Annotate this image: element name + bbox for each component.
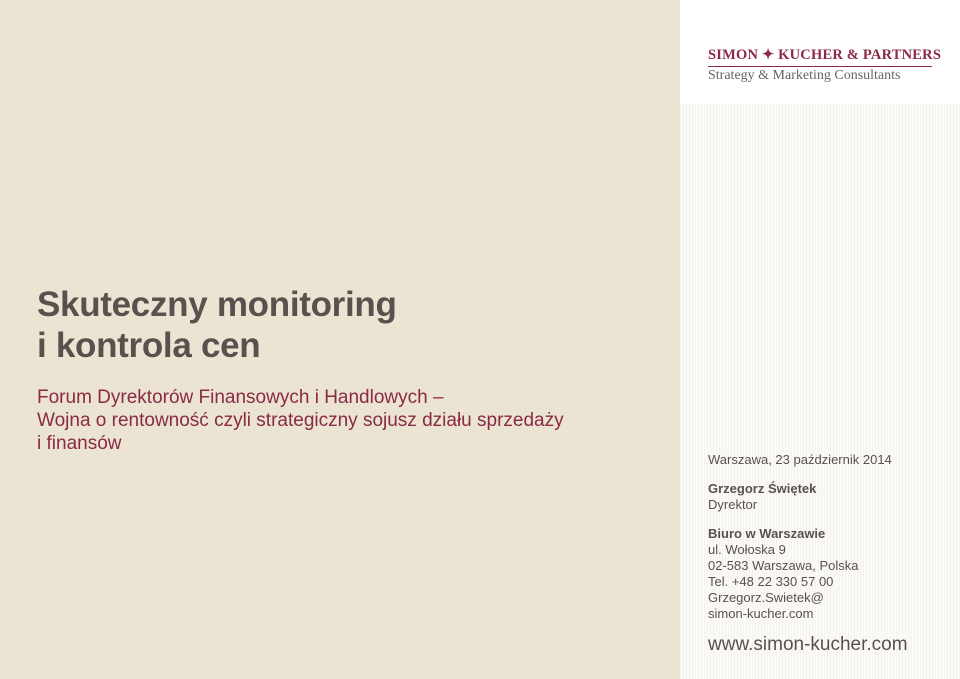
- office-street: ul. Wołoska 9: [708, 542, 786, 557]
- subtitle-line: Forum Dyrektorów Finansowych i Handlowych –: [37, 387, 444, 408]
- logo-tagline: Strategy & Marketing Consultants: [708, 68, 901, 83]
- slide-subtitle: [37, 386, 667, 455]
- office-city: 02-583 Warszawa, Polska: [708, 558, 859, 573]
- office-title: Biuro w Warszawie: [708, 526, 826, 541]
- presentation-date: Warszawa, 23 październik 2014: [708, 452, 892, 467]
- email-line: simon-kucher.com: [708, 606, 814, 621]
- email-line: Grzegorz.Swietek@: [708, 590, 824, 605]
- logo-divider: [708, 66, 932, 67]
- subtitle-line: Wojna o rentowność czyli strategiczny sojusz działu sprzedaży: [37, 410, 564, 431]
- slide-title: [37, 284, 397, 366]
- slide-title-line: i kontrola cen: [37, 326, 261, 365]
- website-url: www.simon-kucher.com: [708, 634, 908, 655]
- subtitle-line: i finansów: [37, 433, 122, 454]
- contact-info: [708, 452, 953, 622]
- presenter-role: Dyrektor: [708, 497, 758, 512]
- spacer: [708, 513, 953, 526]
- company-logo: [680, 0, 960, 104]
- logo-name: SIMON ✦ KUCHER & PARTNERS: [708, 47, 942, 63]
- presenter-name: Grzegorz Świętek: [708, 481, 817, 496]
- info-panel: [680, 0, 960, 679]
- slide-title-line: Skuteczny monitoring: [37, 285, 397, 324]
- office-phone: Tel. +48 22 330 57 00: [708, 574, 834, 589]
